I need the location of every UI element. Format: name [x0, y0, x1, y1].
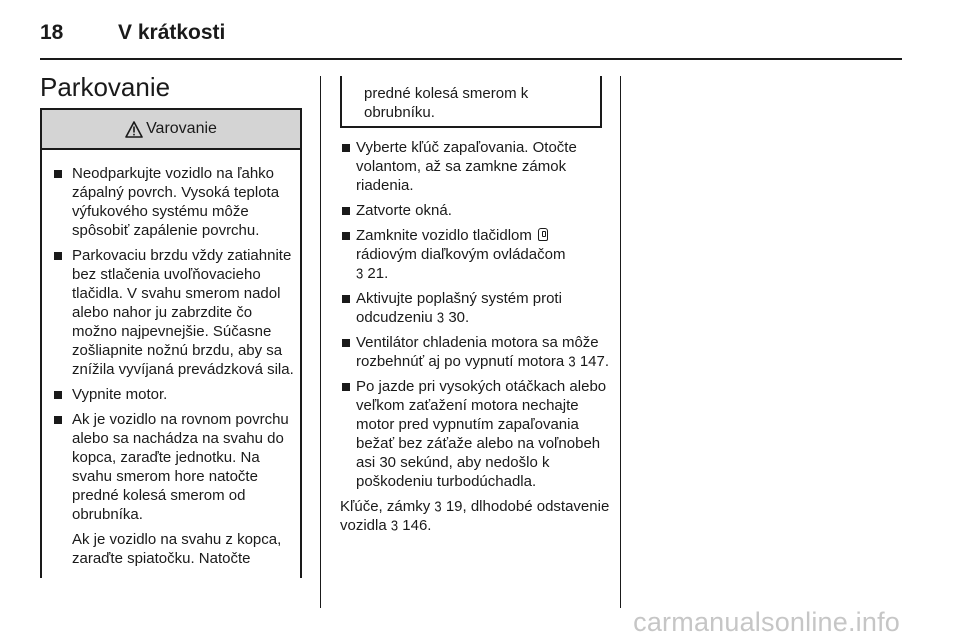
list-item: Zatvorte okná. — [340, 201, 610, 220]
chapter-title: V krátkosti — [118, 21, 226, 44]
page-ref[interactable]: 21. — [367, 265, 389, 282]
page-ref-glyph: 3 — [390, 517, 399, 534]
warning-subparagraph: Ak je vozidlo na svahu z kopca, zaraďte spiatočku. Natočte — [72, 531, 282, 567]
warning-list — [52, 164, 296, 568]
list-item — [340, 289, 610, 327]
page-ref[interactable]: 146. — [402, 517, 432, 534]
page-ref[interactable]: 30. — [448, 309, 470, 326]
list-item-text: rádiovým diaľkovým ovládačom — [356, 246, 566, 263]
page-number: 18 — [40, 21, 64, 44]
list-item: Neodparkujte vozidlo na ľahko zápalný povrch. Vysoká teplota výfukového systému môže spôsobiť zapálenie povrchu. — [52, 164, 296, 240]
page-ref-glyph: 3 — [568, 353, 576, 370]
footer-text: Kľúče, zámky — [340, 498, 431, 515]
warning-body — [42, 150, 300, 568]
list-item: Vypnite motor. — [52, 385, 296, 404]
page-ref-glyph: 3 — [434, 498, 442, 515]
list-item-text: Zamknite vozidlo tlačidlom — [356, 227, 532, 244]
page-ref[interactable]: 19, dlhodobé odstavenie vozidla — [340, 498, 610, 534]
list-item: Vyberte kľúč zapaľovania. Otočte volantom, až sa zamkne zámok riadenia. — [340, 138, 610, 195]
column-divider-1 — [320, 76, 321, 608]
warning-triangle-icon — [125, 121, 143, 138]
watermark: carmanualsonline.info — [633, 607, 900, 637]
list-item-text: Ak je vozidlo na rovnom povrchu alebo sa nachádza na svahu do kopca, zaraďte jednotku. Na svahu smerom hore natočte predné kolesá smerom od obrubníka. — [72, 411, 289, 523]
right-column — [340, 138, 610, 535]
page-header — [40, 16, 225, 50]
warning-title: Varovanie — [146, 120, 217, 137]
list-item — [340, 226, 610, 283]
section-title: Parkovanie — [40, 72, 171, 102]
list-item: Po jazde pri vysokých otáčkach alebo veľkom zaťažení motora nechajte motor pred vypnutím zapaľovania bežať bez záťaže alebo na voľnobeh asi 30 sekúnd, aby nedošlo k poškodeniu turbodúchadla. — [340, 377, 610, 491]
list-item — [52, 410, 296, 568]
page-ref-glyph: 3 — [436, 309, 445, 326]
warning-box — [40, 108, 302, 578]
list-item-text: Aktivujte poplašný systém proti odcudzeniu — [356, 290, 562, 326]
warning-continued-text: predné kolesá smerom k obrubníku. — [364, 85, 529, 121]
list-item-text: Ventilátor chladenia motora sa môže rozbehnúť aj po vypnutí motora — [356, 334, 599, 370]
lock-button-icon — [538, 228, 548, 241]
column-divider-2 — [620, 76, 621, 608]
cross-reference-paragraph — [340, 497, 610, 535]
header-rule — [40, 58, 902, 60]
list-item — [340, 333, 610, 371]
parking-steps-list — [340, 138, 610, 491]
page-ref[interactable]: 147. — [579, 353, 610, 370]
warning-header — [42, 110, 300, 150]
page-ref-glyph: 3 — [356, 265, 364, 282]
warning-continuation-box — [340, 76, 602, 128]
list-item: Parkovaciu brzdu vždy zatiahnite bez stlačenia uvoľňovacieho tlačidla. V svahu smerom nadol alebo nahor ju zabrzdite čo možno najpevnejšie. Súčasne zošliapnite nožnú brzdu, aby sa znížila vyvíjaná prevádzková sila. — [52, 246, 296, 379]
